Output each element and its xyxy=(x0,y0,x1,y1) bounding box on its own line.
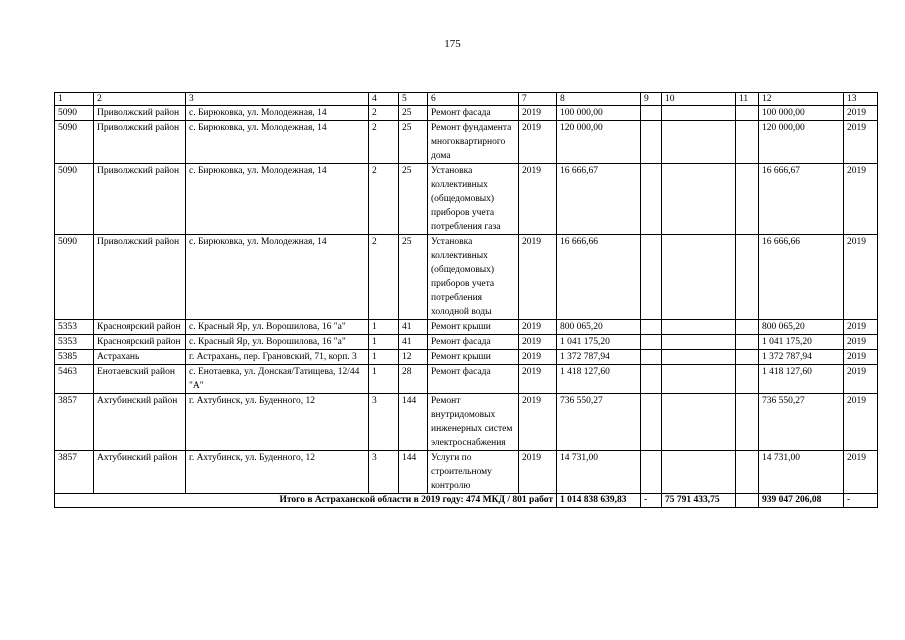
table-cell: 1 xyxy=(369,350,399,365)
table-cell: 16 666,66 xyxy=(557,235,641,320)
table-cell: 16 666,67 xyxy=(557,164,641,235)
table-cell: с. Бирюковка, ул. Молодежная, 14 xyxy=(186,164,369,235)
table-cell xyxy=(662,235,736,320)
total-col8: 1 014 838 639,83 xyxy=(557,494,641,508)
table-cell: 12 xyxy=(399,350,428,365)
table-row xyxy=(55,106,878,121)
table-cell xyxy=(662,365,736,394)
table-cell: 3 xyxy=(369,394,399,451)
table-cell: 41 xyxy=(399,320,428,335)
table-cell: 100 000,00 xyxy=(557,106,641,121)
table-cell: Приволжский район xyxy=(94,106,186,121)
table-row xyxy=(55,121,878,164)
table-cell: 5090 xyxy=(55,164,94,235)
table-cell: 736 550,27 xyxy=(759,394,844,451)
table-cell xyxy=(662,394,736,451)
table-cell xyxy=(736,164,759,235)
table-cell: 2 xyxy=(369,106,399,121)
table-cell: 1 xyxy=(369,335,399,350)
table-cell: 144 xyxy=(399,394,428,451)
table-cell: Приволжский район xyxy=(94,164,186,235)
table-cell: 25 xyxy=(399,235,428,320)
table-cell: с. Енотаевка, ул. Донская/Татищева, 12/44 "А" xyxy=(186,365,369,394)
table-cell xyxy=(736,365,759,394)
table-cell: 2019 xyxy=(844,235,878,320)
table-cell xyxy=(736,106,759,121)
column-number-header: 10 xyxy=(662,93,736,106)
column-number-header: 8 xyxy=(557,93,641,106)
table-cell xyxy=(736,394,759,451)
table-cell xyxy=(736,235,759,320)
column-number-header: 9 xyxy=(641,93,662,106)
table-row xyxy=(55,164,878,235)
table-cell: 16 666,66 xyxy=(759,235,844,320)
table-cell: г. Ахтубинск, ул. Буденного, 12 xyxy=(186,451,369,494)
table-cell xyxy=(641,350,662,365)
table-cell xyxy=(736,121,759,164)
table-row xyxy=(55,350,878,365)
table-cell: 5090 xyxy=(55,235,94,320)
table-cell: 1 041 175,20 xyxy=(557,335,641,350)
column-number-header: 11 xyxy=(736,93,759,106)
table-cell xyxy=(662,335,736,350)
table-cell: 2 xyxy=(369,235,399,320)
table-cell: 2019 xyxy=(519,451,557,494)
table-cell: 25 xyxy=(399,121,428,164)
total-col10: 75 791 433,75 xyxy=(662,494,736,508)
table-cell: Приволжский район xyxy=(94,121,186,164)
table-cell: 14 731,00 xyxy=(759,451,844,494)
table-cell: Ремонт фасада xyxy=(428,335,519,350)
table-cell: г. Астрахань, пер. Грановский, 71, корп. 3 xyxy=(186,350,369,365)
table-cell: 2019 xyxy=(519,121,557,164)
table-cell: 2019 xyxy=(519,106,557,121)
table-cell: 2019 xyxy=(844,451,878,494)
column-number-header: 4 xyxy=(369,93,399,106)
table-cell: 100 000,00 xyxy=(759,106,844,121)
table-cell xyxy=(641,121,662,164)
table-cell: Ремонт фундамента многоквартирного дома xyxy=(428,121,519,164)
table-cell: 2019 xyxy=(519,350,557,365)
table-cell: 1 418 127,60 xyxy=(557,365,641,394)
table-cell: 25 xyxy=(399,164,428,235)
table-cell xyxy=(641,451,662,494)
table-cell: Ахтубинский район xyxy=(94,394,186,451)
table-cell: Установка коллективных (общедомовых) приборов учета потребления газа xyxy=(428,164,519,235)
column-number-header: 3 xyxy=(186,93,369,106)
table-row xyxy=(55,365,878,394)
table-cell: 3 xyxy=(369,451,399,494)
table-cell: 41 xyxy=(399,335,428,350)
table-row xyxy=(55,335,878,350)
table-cell: с. Бирюковка, ул. Молодежная, 14 xyxy=(186,235,369,320)
table-cell: 5353 xyxy=(55,320,94,335)
table-cell: 28 xyxy=(399,365,428,394)
table-cell: 2019 xyxy=(844,320,878,335)
column-number-header: 2 xyxy=(94,93,186,106)
table-cell: 3857 xyxy=(55,451,94,494)
table-cell: Ремонт крыши xyxy=(428,320,519,335)
table-cell: 1 372 787,94 xyxy=(557,350,641,365)
table-cell: 2019 xyxy=(844,121,878,164)
table-cell: Ахтубинский район xyxy=(94,451,186,494)
table-cell xyxy=(662,121,736,164)
table-cell: 5353 xyxy=(55,335,94,350)
table-cell: 25 xyxy=(399,106,428,121)
table-cell: 2 xyxy=(369,121,399,164)
table-cell xyxy=(641,106,662,121)
table-header-row xyxy=(55,93,878,106)
table-row xyxy=(55,394,878,451)
table-cell: Ремонт крыши xyxy=(428,350,519,365)
capital-repair-table xyxy=(54,92,878,508)
total-col12: 939 047 206,08 xyxy=(759,494,844,508)
table-cell: с. Бирюковка, ул. Молодежная, 14 xyxy=(186,121,369,164)
table-cell: 2019 xyxy=(519,394,557,451)
table-cell: 1 418 127,60 xyxy=(759,365,844,394)
table-cell: 1 xyxy=(369,365,399,394)
table-cell xyxy=(662,350,736,365)
table-cell xyxy=(641,335,662,350)
table-cell xyxy=(641,394,662,451)
table-cell: 800 065,20 xyxy=(557,320,641,335)
table-cell xyxy=(736,350,759,365)
table-cell: 120 000,00 xyxy=(557,121,641,164)
table-cell: Приволжский район xyxy=(94,235,186,320)
table-cell: 2019 xyxy=(519,365,557,394)
table-cell xyxy=(736,320,759,335)
table-cell: 736 550,27 xyxy=(557,394,641,451)
column-number-header: 7 xyxy=(519,93,557,106)
table-cell xyxy=(662,106,736,121)
table-cell: с. Бирюковка, ул. Молодежная, 14 xyxy=(186,106,369,121)
column-number-header: 1 xyxy=(55,93,94,106)
table-cell: 2019 xyxy=(844,350,878,365)
table-cell: Услуги по строительному контролю xyxy=(428,451,519,494)
table-cell: 800 065,20 xyxy=(759,320,844,335)
table-cell: г. Ахтубинск, ул. Буденного, 12 xyxy=(186,394,369,451)
table-cell: 2019 xyxy=(844,335,878,350)
table-cell: 2019 xyxy=(519,335,557,350)
table-cell: Ремонт внутридомовых инженерных систем электроснабжения xyxy=(428,394,519,451)
total-label: Итого в Астраханской области в 2019 году: 474 МКД / 801 работ xyxy=(55,494,557,508)
table-cell: Установка коллективных (общедомовых) приборов учета потребления холодной воды xyxy=(428,235,519,320)
table-cell: Астрахань xyxy=(94,350,186,365)
table-cell: 14 731,00 xyxy=(557,451,641,494)
table-cell: 1 041 175,20 xyxy=(759,335,844,350)
table-cell: 2019 xyxy=(844,106,878,121)
table-cell: 2019 xyxy=(519,235,557,320)
column-number-header: 6 xyxy=(428,93,519,106)
table-cell xyxy=(736,335,759,350)
table-cell: 3857 xyxy=(55,394,94,451)
total-col9: - xyxy=(641,494,662,508)
table-cell: 1 xyxy=(369,320,399,335)
table-cell: Красноярский район xyxy=(94,320,186,335)
table-cell: 5385 xyxy=(55,350,94,365)
table-cell: 2 xyxy=(369,164,399,235)
column-number-header: 12 xyxy=(759,93,844,106)
total-col11 xyxy=(736,494,759,508)
table-cell: 2019 xyxy=(844,394,878,451)
column-number-header: 5 xyxy=(399,93,428,106)
table-cell xyxy=(662,451,736,494)
table-cell xyxy=(641,235,662,320)
table-cell: 2019 xyxy=(844,365,878,394)
table-cell xyxy=(662,320,736,335)
table-cell xyxy=(641,164,662,235)
table-cell: 5090 xyxy=(55,121,94,164)
table-row xyxy=(55,451,878,494)
table-cell: с. Красный Яр, ул. Ворошилова, 16 "а" xyxy=(186,320,369,335)
table-cell: 120 000,00 xyxy=(759,121,844,164)
table-cell: 144 xyxy=(399,451,428,494)
table-cell: 5090 xyxy=(55,106,94,121)
table-cell: 2019 xyxy=(519,164,557,235)
table-cell: 5463 xyxy=(55,365,94,394)
table-cell: 2019 xyxy=(519,320,557,335)
table-cell: с. Красный Яр, ул. Ворошилова, 16 "а" xyxy=(186,335,369,350)
table-cell: Ремонт фасада xyxy=(428,365,519,394)
table-cell xyxy=(641,320,662,335)
table-cell xyxy=(662,164,736,235)
table-cell xyxy=(736,451,759,494)
total-row xyxy=(55,494,878,508)
total-col13: - xyxy=(844,494,878,508)
table-cell: Ремонт фасада xyxy=(428,106,519,121)
table-cell: 2019 xyxy=(844,164,878,235)
table-cell: Енотаевский район xyxy=(94,365,186,394)
table-row xyxy=(55,235,878,320)
page-number: 175 xyxy=(444,38,461,50)
table-cell: 16 666,67 xyxy=(759,164,844,235)
column-number-header: 13 xyxy=(844,93,878,106)
table-row xyxy=(55,320,878,335)
table-cell: 1 372 787,94 xyxy=(759,350,844,365)
table-cell: Красноярский район xyxy=(94,335,186,350)
table-cell xyxy=(641,365,662,394)
